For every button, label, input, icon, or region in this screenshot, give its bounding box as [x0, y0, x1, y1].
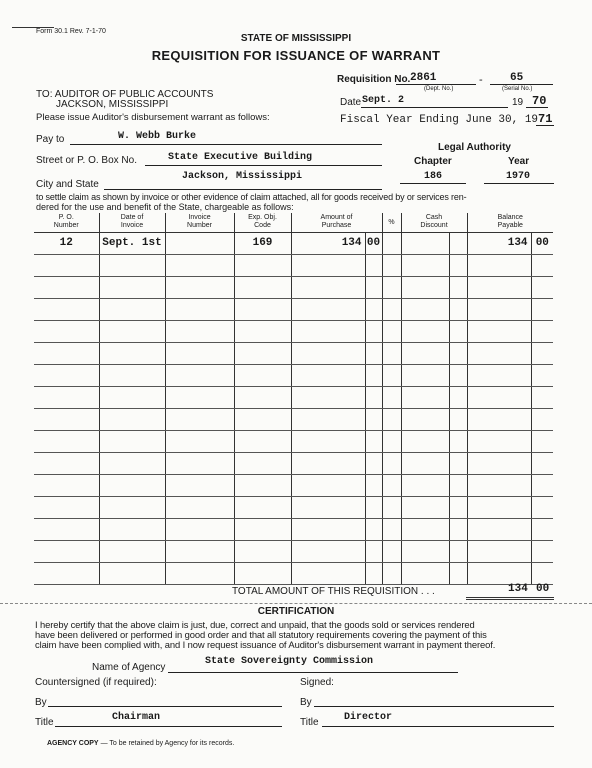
cell-balance-dollars	[467, 496, 531, 518]
cell-discount-dollars	[401, 518, 449, 540]
cell-discount-dollars	[401, 276, 449, 298]
cell-balance-cents	[531, 518, 553, 540]
cell-balance-cents	[531, 452, 553, 474]
cell-date-of-invoice	[99, 342, 165, 364]
cell-exp-obj-code	[234, 518, 291, 540]
chapter-label: Chapter	[414, 156, 452, 167]
title-label-right: Title	[300, 717, 319, 728]
left-title-value: Chairman	[112, 712, 161, 723]
cell-balance-cents: 00	[531, 232, 553, 254]
serial-no-value: 65	[510, 72, 524, 84]
certification-title: CERTIFICATION	[257, 606, 335, 617]
cell-invoice-number	[165, 518, 234, 540]
table-row-empty	[34, 342, 553, 364]
cell-balance-cents	[531, 320, 553, 342]
table-row-empty	[34, 430, 553, 452]
cell-exp-obj-code: 169	[234, 232, 291, 254]
cell-date-of-invoice	[99, 386, 165, 408]
cell-balance-dollars	[467, 298, 531, 320]
header-amount-of-purchase: Amount of Purchase	[291, 213, 382, 232]
cell-po-number	[34, 276, 99, 298]
cell-po-number: 12	[34, 232, 99, 254]
dept-no-line	[396, 84, 476, 85]
cell-po-number	[34, 408, 99, 430]
cell-exp-obj-code	[234, 276, 291, 298]
by-label-left: By	[35, 697, 47, 708]
cell-exp-obj-code	[234, 430, 291, 452]
table-row-empty	[34, 276, 553, 298]
cell-amount-cents	[365, 386, 382, 408]
cell-percent	[382, 562, 401, 584]
cell-percent	[382, 474, 401, 496]
cell-discount-cents	[449, 430, 467, 452]
cell-invoice-number	[165, 276, 234, 298]
cell-amount-dollars	[291, 342, 365, 364]
cell-balance-cents	[531, 430, 553, 452]
cell-amount-dollars	[291, 452, 365, 474]
table-row-empty	[34, 364, 553, 386]
settle-text-2: dered for the use and benefit of the State, chargeable as follows:	[36, 202, 294, 212]
cell-balance-cents	[531, 254, 553, 276]
cell-percent	[382, 298, 401, 320]
cell-amount-dollars	[291, 254, 365, 276]
title-label-left: Title	[35, 717, 54, 728]
cell-discount-dollars	[401, 232, 449, 254]
cell-date-of-invoice	[99, 496, 165, 518]
table-row-empty	[34, 408, 553, 430]
cell-balance-dollars	[467, 276, 531, 298]
header-exp-obj-code: Exp. Obj. Code	[234, 213, 291, 232]
cell-discount-dollars	[401, 364, 449, 386]
cell-exp-obj-code	[234, 474, 291, 496]
certification-text-2: have been delivered or performed in good order and that all statutory requirements covering the payment of this	[35, 629, 487, 640]
cell-exp-obj-code	[234, 540, 291, 562]
cell-amount-cents	[365, 342, 382, 364]
cell-balance-dollars	[467, 474, 531, 496]
cell-percent	[382, 408, 401, 430]
total-cents: 00	[536, 583, 550, 595]
date-label: Date	[340, 97, 362, 108]
cell-po-number	[34, 562, 99, 584]
cell-percent	[382, 364, 401, 386]
cell-amount-dollars	[291, 518, 365, 540]
cell-invoice-number	[165, 386, 234, 408]
cell-amount-cents	[365, 430, 382, 452]
cell-date-of-invoice	[99, 254, 165, 276]
date-year-value: 70	[532, 94, 547, 108]
cell-balance-cents	[531, 496, 553, 518]
cell-amount-cents	[365, 496, 382, 518]
cell-discount-cents	[449, 320, 467, 342]
cell-amount-cents	[365, 298, 382, 320]
cell-balance-cents	[531, 408, 553, 430]
table-row	[34, 232, 553, 254]
city-label: City and State	[36, 179, 99, 190]
instruction-text: Please issue Auditor's disbursement warrant as follows:	[36, 112, 270, 123]
cell-invoice-number	[165, 232, 234, 254]
table-row-empty	[34, 540, 553, 562]
cell-amount-cents	[365, 518, 382, 540]
cell-discount-dollars	[401, 430, 449, 452]
cell-balance-cents	[531, 298, 553, 320]
table-row-empty	[34, 474, 553, 496]
cell-po-number	[34, 364, 99, 386]
cell-invoice-number	[165, 496, 234, 518]
cell-invoice-number	[165, 298, 234, 320]
cell-po-number	[34, 540, 99, 562]
cell-amount-cents	[365, 364, 382, 386]
cell-discount-cents	[449, 342, 467, 364]
table-row-empty	[34, 452, 553, 474]
table-row-empty	[34, 320, 553, 342]
year-value: 1970	[506, 171, 531, 182]
cell-po-number	[34, 254, 99, 276]
cell-balance-dollars	[467, 342, 531, 364]
agency-line	[168, 672, 458, 673]
form-id: Form 30.1 Rev. 7-1-70	[36, 28, 106, 35]
tear-line	[0, 603, 592, 604]
cell-balance-cents	[531, 474, 553, 496]
chapter-value: 186	[424, 171, 443, 182]
cell-date-of-invoice	[99, 474, 165, 496]
footer-copy-label: AGENCY COPY	[47, 740, 99, 747]
cell-po-number	[34, 298, 99, 320]
cell-balance-cents	[531, 386, 553, 408]
legal-authority-title: Legal Authority	[438, 142, 511, 153]
table-row-empty	[34, 518, 553, 540]
cell-amount-cents	[365, 474, 382, 496]
cell-discount-dollars	[401, 496, 449, 518]
cell-amount-dollars	[291, 540, 365, 562]
cell-date-of-invoice	[99, 562, 165, 584]
cell-date-of-invoice	[99, 320, 165, 342]
cell-date-of-invoice	[99, 430, 165, 452]
cell-date-of-invoice	[99, 452, 165, 474]
cell-invoice-number	[165, 342, 234, 364]
requisition-label: Requisition No.	[337, 74, 411, 85]
pay-to-value: W. Webb Burke	[118, 131, 197, 142]
cell-percent	[382, 430, 401, 452]
cell-balance-dollars	[467, 386, 531, 408]
cell-amount-dollars	[291, 298, 365, 320]
cell-discount-cents	[449, 518, 467, 540]
cell-balance-dollars	[467, 452, 531, 474]
cell-amount-cents	[365, 276, 382, 298]
table-row-empty	[34, 298, 553, 320]
cell-invoice-number	[165, 254, 234, 276]
cell-discount-dollars	[401, 408, 449, 430]
cell-balance-cents	[531, 276, 553, 298]
cell-percent	[382, 540, 401, 562]
table-row-empty	[34, 254, 553, 276]
certification-text-3: claim have been complied with, and I now request issuance of Auditor's disbursement warrant in payment thereof.	[35, 639, 496, 650]
cell-balance-cents	[531, 562, 553, 584]
title-line-left	[55, 726, 282, 727]
cell-amount-cents	[365, 540, 382, 562]
settle-text-1: to settle claim as shown by invoice or other evidence of claim attached, all for goods received by or services ren-	[36, 192, 467, 202]
agency-value: State Sovereignty Commission	[205, 656, 374, 667]
cell-invoice-number	[165, 474, 234, 496]
cell-po-number	[34, 342, 99, 364]
header-invoice-number: Invoice Number	[165, 213, 234, 232]
cell-percent	[382, 232, 401, 254]
cell-balance-cents	[531, 540, 553, 562]
cell-percent	[382, 496, 401, 518]
header-po-number: P. O. Number	[34, 213, 99, 232]
cell-discount-dollars	[401, 474, 449, 496]
cell-exp-obj-code	[234, 254, 291, 276]
cell-amount-dollars	[291, 320, 365, 342]
cell-discount-cents	[449, 254, 467, 276]
cell-discount-dollars	[401, 562, 449, 584]
fiscal-label: Fiscal Year Ending June 30, 19	[340, 114, 539, 126]
cell-date-of-invoice: Sept. 1st	[99, 232, 165, 254]
cell-discount-dollars	[401, 254, 449, 276]
street-line	[145, 165, 382, 166]
header-cash-discount: Cash Discount	[401, 213, 467, 232]
table-row-empty	[34, 496, 553, 518]
certification-text-1: I hereby certify that the above claim is just, due, correct and unpaid, that the goods sold or services rendered	[35, 619, 475, 630]
cell-balance-dollars	[467, 254, 531, 276]
cell-amount-dollars	[291, 276, 365, 298]
cell-po-number	[34, 320, 99, 342]
cell-exp-obj-code	[234, 342, 291, 364]
cell-balance-dollars: 134	[467, 232, 531, 254]
cell-amount-dollars	[291, 364, 365, 386]
cell-discount-dollars	[401, 540, 449, 562]
cell-discount-cents	[449, 408, 467, 430]
header-balance-payable: Balance Payable	[467, 213, 553, 232]
date-value: Sept. 2	[362, 95, 405, 106]
cell-exp-obj-code	[234, 562, 291, 584]
cell-po-number	[34, 496, 99, 518]
cell-percent	[382, 320, 401, 342]
cell-discount-cents	[449, 452, 467, 474]
cell-discount-cents	[449, 474, 467, 496]
cell-discount-cents	[449, 562, 467, 584]
header-percent: %	[382, 213, 401, 232]
cell-balance-dollars	[467, 518, 531, 540]
addressee-line2: JACKSON, MISSISSIPPI	[56, 99, 169, 110]
cell-exp-obj-code	[234, 364, 291, 386]
cell-balance-cents	[531, 342, 553, 364]
cell-discount-cents	[449, 298, 467, 320]
cell-invoice-number	[165, 540, 234, 562]
date-line	[361, 107, 508, 108]
cell-invoice-number	[165, 320, 234, 342]
cell-exp-obj-code	[234, 298, 291, 320]
cell-po-number	[34, 386, 99, 408]
street-label: Street or P. O. Box No.	[36, 155, 137, 166]
cell-exp-obj-code	[234, 386, 291, 408]
by-line-left	[48, 706, 282, 707]
addressee-line1: TO: AUDITOR OF PUBLIC ACCOUNTS	[36, 89, 214, 100]
cell-invoice-number	[165, 408, 234, 430]
cell-amount-dollars	[291, 562, 365, 584]
cell-discount-cents	[449, 496, 467, 518]
city-value: Jackson, Mississippi	[182, 171, 303, 182]
total-double-line	[466, 597, 554, 600]
cell-exp-obj-code	[234, 408, 291, 430]
table-header-row	[34, 213, 553, 232]
cell-exp-obj-code	[234, 320, 291, 342]
cell-discount-cents	[449, 364, 467, 386]
cell-percent	[382, 276, 401, 298]
cell-discount-cents	[449, 232, 467, 254]
cell-amount-dollars	[291, 408, 365, 430]
strike-line	[12, 27, 54, 28]
footer	[47, 740, 234, 747]
requisition-dash: -	[479, 74, 483, 86]
title-line-right	[322, 726, 554, 727]
serial-caption: (Serial No.)	[502, 86, 533, 92]
cell-invoice-number	[165, 364, 234, 386]
cell-date-of-invoice	[99, 276, 165, 298]
year-line	[484, 183, 554, 184]
cell-amount-cents: 00	[365, 232, 382, 254]
cell-amount-cents	[365, 408, 382, 430]
total-label: TOTAL AMOUNT OF THIS REQUISITION . . .	[232, 586, 435, 597]
cell-date-of-invoice	[99, 364, 165, 386]
dept-caption: (Dept. No.)	[424, 86, 454, 92]
cell-percent	[382, 254, 401, 276]
claims-table	[34, 213, 553, 585]
cell-po-number	[34, 430, 99, 452]
cell-discount-dollars	[401, 342, 449, 364]
dept-no-value: 2861	[410, 72, 437, 84]
year-label: Year	[508, 156, 530, 167]
footer-copy-text: — To be retained by Agency for its records.	[100, 740, 235, 747]
signed-label: Signed:	[300, 677, 334, 688]
street-value: State Executive Building	[168, 152, 313, 163]
cell-date-of-invoice	[99, 540, 165, 562]
cell-amount-dollars: 134	[291, 232, 365, 254]
cell-amount-cents	[365, 562, 382, 584]
date-year-prefix: 19	[512, 97, 524, 108]
city-line	[104, 189, 382, 190]
cell-amount-cents	[365, 452, 382, 474]
cell-balance-dollars	[467, 320, 531, 342]
form-title: REQUISITION FOR ISSUANCE OF WARRANT	[151, 48, 441, 63]
cell-discount-dollars	[401, 452, 449, 474]
fiscal-year-value: 71	[538, 112, 553, 126]
by-label-right: By	[300, 697, 312, 708]
by-line-right	[314, 706, 554, 707]
cell-amount-dollars	[291, 386, 365, 408]
cell-amount-dollars	[291, 430, 365, 452]
state-title: STATE OF MISSISSIPPI	[240, 33, 352, 44]
cell-date-of-invoice	[99, 408, 165, 430]
cell-discount-dollars	[401, 298, 449, 320]
cell-date-of-invoice	[99, 518, 165, 540]
cell-discount-dollars	[401, 320, 449, 342]
cell-balance-dollars	[467, 540, 531, 562]
cell-amount-dollars	[291, 496, 365, 518]
cell-discount-cents	[449, 276, 467, 298]
pay-to-label: Pay to	[36, 134, 65, 145]
cell-date-of-invoice	[99, 298, 165, 320]
cell-percent	[382, 518, 401, 540]
cell-percent	[382, 386, 401, 408]
cell-invoice-number	[165, 452, 234, 474]
chapter-line	[400, 183, 466, 184]
cell-exp-obj-code	[234, 496, 291, 518]
cell-balance-dollars	[467, 408, 531, 430]
serial-no-line	[490, 84, 553, 85]
cell-amount-cents	[365, 254, 382, 276]
pay-to-line	[70, 144, 382, 145]
right-title-value: Director	[344, 712, 393, 723]
cell-discount-dollars	[401, 386, 449, 408]
cell-amount-dollars	[291, 474, 365, 496]
cell-amount-cents	[365, 320, 382, 342]
cell-po-number	[34, 518, 99, 540]
header-date-of-invoice: Date of Invoice	[99, 213, 165, 232]
cell-balance-dollars	[467, 364, 531, 386]
cell-percent	[382, 342, 401, 364]
cell-invoice-number	[165, 562, 234, 584]
agency-label: Name of Agency	[92, 662, 166, 673]
cell-po-number	[34, 452, 99, 474]
cell-exp-obj-code	[234, 452, 291, 474]
cell-percent	[382, 452, 401, 474]
cell-discount-cents	[449, 386, 467, 408]
total-dollars: 134	[508, 583, 528, 595]
cell-discount-cents	[449, 540, 467, 562]
cell-balance-dollars	[467, 430, 531, 452]
table-row-empty	[34, 562, 553, 584]
cell-po-number	[34, 474, 99, 496]
cell-balance-cents	[531, 364, 553, 386]
cell-invoice-number	[165, 430, 234, 452]
countersigned-label: Countersigned (if required):	[35, 677, 157, 688]
table-row-empty	[34, 386, 553, 408]
cell-balance-dollars	[467, 562, 531, 584]
